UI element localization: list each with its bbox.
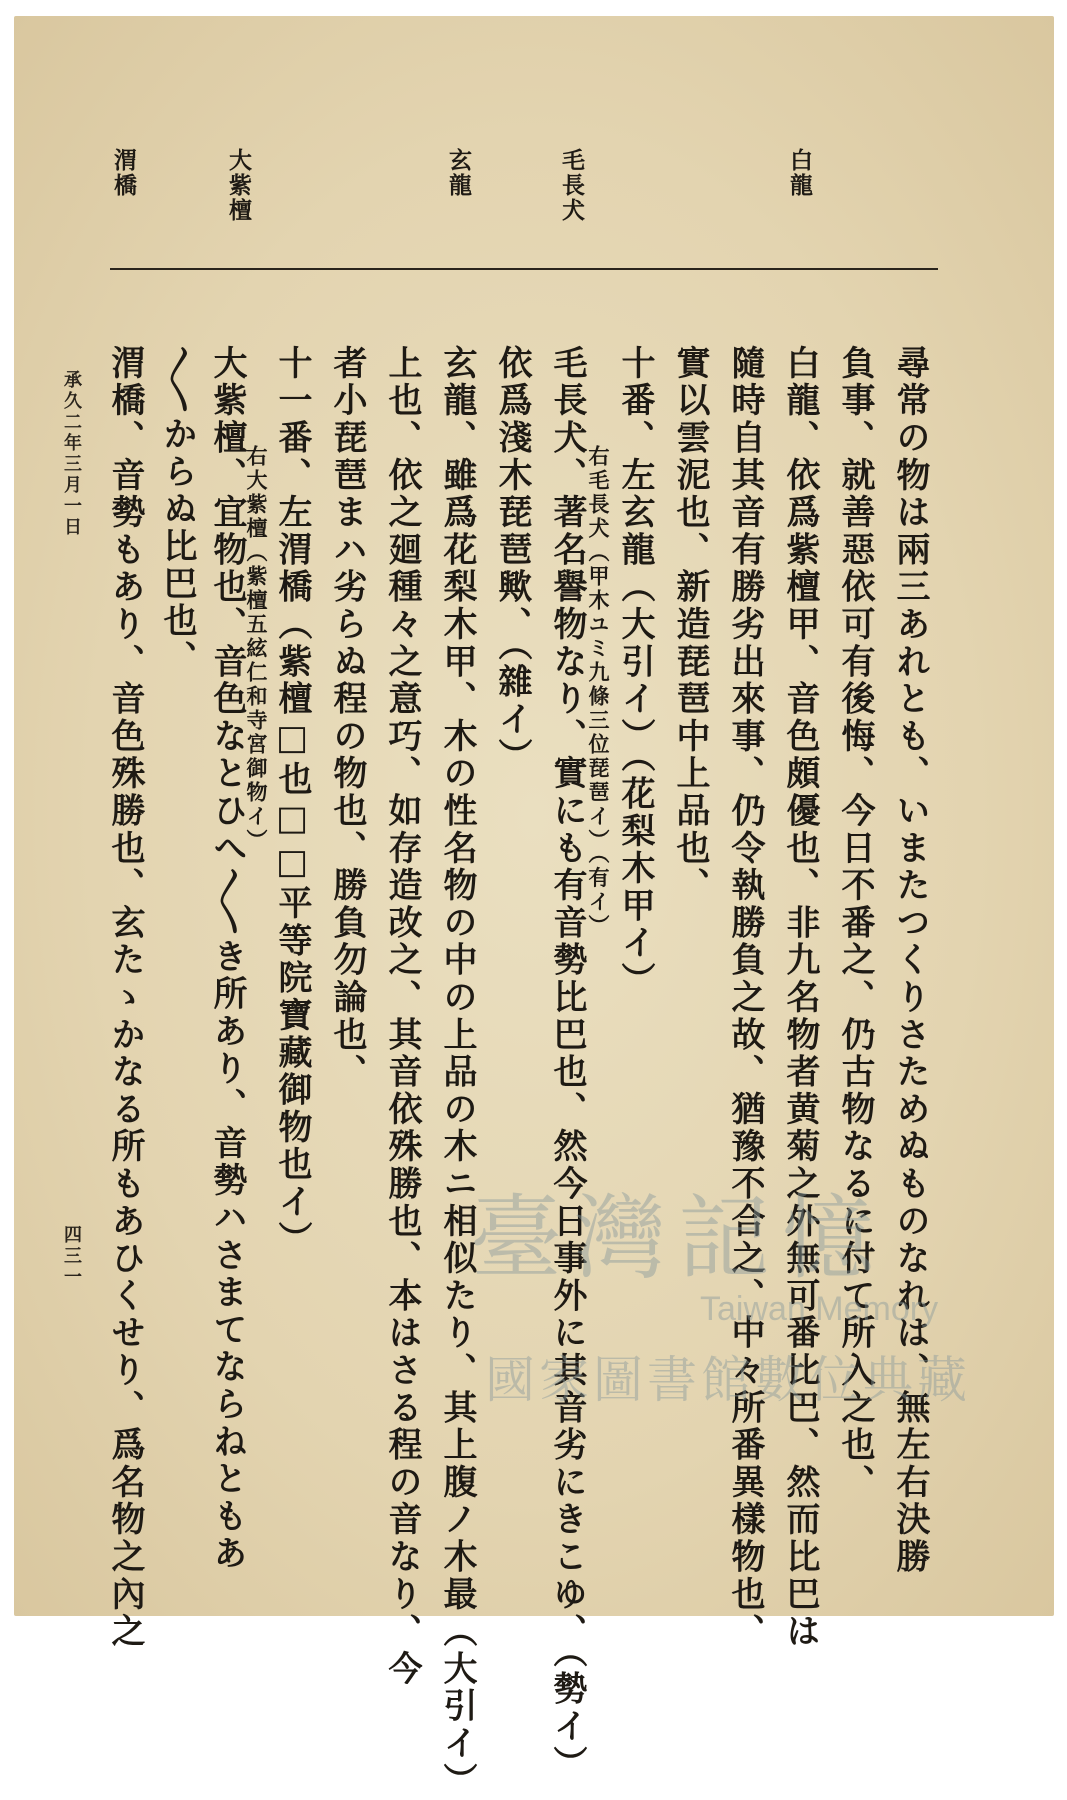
text-line: 渭橋、音勢もあり、音色殊勝也、玄たゝかなる所もあひくせり、爲名物之內之 (105, 345, 145, 1651)
heading-xuanlong: 玄龍 (445, 148, 472, 198)
heading-bailong: 白龍 (786, 148, 813, 198)
heading-maochangquan: 毛長犬 (558, 148, 585, 223)
text-line: 尋常の物は兩三あれとも、いまたつくりさためぬものなれは、無左右決勝 (890, 345, 930, 1576)
watermark-chinese: 臺灣記憶 (470, 1185, 887, 1292)
text-line: 十一番、左渭橋（紫檀□也□□平等院寶藏御物也イ） (272, 345, 312, 1259)
text-line: 十番、左玄龍（大引イ）（花梨木甲イ） (615, 345, 655, 1000)
text-line: 大紫檀、宜物也、音色なとひへ〳〵き所あり、音勢ハさまてならねともあ (207, 345, 247, 1573)
date-footer: 承久二年三月一日 (61, 370, 82, 538)
heading-dazitan: 大紫檀 (225, 148, 252, 223)
annotation-line: 右大紫檀（紫檀五絃仁和寺宮御物イ） (244, 445, 269, 853)
watermark-library: 國家圖書館數位典藏 (485, 1351, 971, 1409)
watermark-english: Taiwan Memory (700, 1290, 939, 1328)
heading-weiqiao: 渭橋 (110, 148, 137, 198)
text-line: 上也、依之廻種々之意巧、如存造改之、其音依殊勝也、本はさる程の音なり、今 (382, 345, 422, 1688)
text-line: 依爲淺木琵琶歟、（雜イ） (492, 345, 532, 776)
text-line: 玄龍、雖爲花梨木甲、木の性名物の中の上品の木ニ相似たり、其上腹ノ木最（大引イ） (437, 345, 477, 1800)
divider-rule (110, 268, 938, 270)
library-watermark (470, 1165, 970, 1435)
text-line: 者小琵琶まハ劣らぬ程の物也、勝負勿論也、 (327, 345, 367, 1091)
page-number: 四三一 (61, 1225, 82, 1288)
text-line: 隨時自其音有勝劣出來事、仍令執勝負之故、猶豫不合之、中々所番異樣物也、 (725, 345, 765, 1651)
text-line: 毛長犬、著名譽物なり、實にも有音勢比巴也、然今日事外に其音劣にきこゆ、（勢イ） (547, 345, 587, 1783)
text-line: 〳〵からぬ比巴也、 (157, 345, 197, 678)
annotation-line: 右毛長犬（甲木ユミ九條三位琵琶イ）（有イ） (586, 445, 611, 939)
text-line: 負事、就善惡依可有後悔、今日不番之、仍古物なるに付て所入之也、 (835, 345, 875, 1502)
text-line: 白龍、依爲紫檀甲、音色頗優也、非九名物者黄菊之外無可番比巴、然而比巴は (780, 345, 820, 1651)
text-line: 實以雲泥也、新造琵琶中上品也、 (670, 345, 710, 905)
